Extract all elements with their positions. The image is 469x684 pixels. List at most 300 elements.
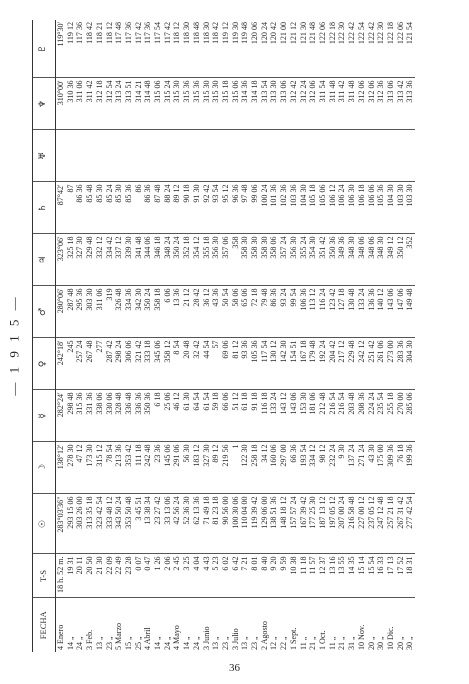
- table-cell: 120 06: [250, 20, 260, 78]
- table-cell: 103 30: [396, 182, 406, 234]
- table-cell: 88 24: [163, 182, 173, 234]
- table-cell: 350 24: [143, 286, 153, 338]
- table-cell: 120 42: [269, 20, 279, 78]
- table-cell: 311 48: [328, 78, 338, 130]
- table-cell: 117 54: [260, 338, 270, 390]
- table-cell: 140 12: [376, 286, 386, 338]
- table-cell: 311 06: [75, 78, 85, 130]
- table-row: [328, 20, 338, 652]
- table-cell: 298 48: [66, 390, 76, 442]
- table-cell: 304 30: [405, 338, 415, 390]
- table-cell: 6 02: [221, 554, 231, 598]
- table-cell: 332 12: [95, 234, 105, 286]
- table-cell: 350 36: [328, 234, 338, 286]
- table-cell: 315 36: [182, 78, 192, 130]
- table-cell: 32 42: [192, 338, 202, 390]
- table-cell: 24 „: [162, 636, 172, 650]
- table-cell: 18 h. 52 m.: [56, 554, 66, 598]
- table-cell: 106 06: [367, 182, 377, 234]
- table-cell: 277: [95, 338, 105, 390]
- table-cell: 122 18: [328, 20, 338, 78]
- table-cell: 90 18: [182, 182, 192, 234]
- table-cell: 6 42: [231, 554, 241, 598]
- table-cell: 89 12: [211, 442, 221, 494]
- year-title: [4, 294, 26, 396]
- table-cell: 86: [134, 182, 144, 234]
- table-cell: 85 24: [105, 182, 115, 234]
- table-cell: [163, 130, 173, 182]
- table-cell: 13 38 34: [143, 494, 153, 554]
- table-cell: 153 30: [299, 390, 309, 442]
- table-cell: 30 „: [376, 636, 386, 650]
- table-cell: 20 48: [182, 338, 192, 390]
- table-cell: 351 42: [318, 234, 328, 286]
- table-cell: [211, 130, 221, 182]
- table-cell: 93 24: [279, 286, 289, 338]
- table-cell: 5 Marzo: [114, 622, 124, 650]
- table-cell: 95 12: [221, 182, 231, 234]
- table-cell: 13 55: [337, 554, 347, 598]
- table-cell: 33 13 06: [163, 494, 173, 554]
- table-cell: 352: [405, 234, 415, 286]
- table-row: [367, 20, 377, 652]
- table-cell: 100 30 06: [231, 494, 241, 554]
- table-cell: 358 30: [250, 234, 260, 286]
- table-cell: 1 Sept.: [288, 627, 298, 650]
- table-cell: 167 18: [299, 338, 309, 390]
- table-cell: 93 36: [240, 338, 250, 390]
- table-cell: 72 18: [250, 286, 260, 338]
- table-cell: 23 „: [104, 636, 114, 650]
- table-cell: 237 05 12: [367, 494, 377, 554]
- table-cell: 258 18: [250, 442, 260, 494]
- header-uranus-icon: ♅: [33, 130, 56, 182]
- table-cell: 20 11: [75, 554, 85, 598]
- table-cell: 22 „: [279, 636, 289, 650]
- table-cell: 117 42: [163, 20, 173, 78]
- table-cell: 103 36: [289, 182, 299, 234]
- table-cell: 311 42: [337, 78, 347, 130]
- table-cell: 331 36: [85, 390, 95, 442]
- table-cell: 43 30: [367, 442, 377, 494]
- table-cell: 25 „: [133, 636, 143, 650]
- table-cell: 333 18: [143, 338, 153, 390]
- table-cell: 21 30: [95, 554, 105, 598]
- table-cell: 148 18 12: [279, 494, 289, 554]
- table-cell: 311 42: [85, 78, 95, 130]
- table-cell: 79 48: [260, 286, 270, 338]
- table-cell: 327 30: [75, 234, 85, 286]
- header-mercury-icon: ☿: [33, 390, 56, 442]
- table-cell: 6 06: [163, 286, 173, 338]
- table-cell: [192, 130, 202, 182]
- table-cell: 20 „: [395, 636, 405, 650]
- table-cell: 44 54: [202, 338, 212, 390]
- table-cell: 313 24: [114, 78, 124, 130]
- table-cell: 315 06: [153, 78, 163, 130]
- table-cell: [279, 130, 289, 182]
- table-cell: 4 43: [202, 554, 212, 598]
- header-sidereal-time: T-S: [33, 554, 56, 598]
- table-cell: 321 42: [134, 338, 144, 390]
- table-cell: 326 48: [114, 286, 124, 338]
- year-title-text: — 1 9 1 5 —: [7, 294, 22, 396]
- table-cell: [328, 130, 338, 182]
- table-cell: 315 06: [231, 78, 241, 130]
- table-row: [299, 20, 309, 652]
- table-cell: 313 54: [260, 78, 270, 130]
- table-cell: 323 42 54: [95, 494, 105, 554]
- table-cell: 314 48: [143, 78, 153, 130]
- table-cell: 344 06: [143, 234, 153, 286]
- table-cell: 314 21: [134, 78, 144, 130]
- table-cell: 106 36: [299, 286, 309, 338]
- table-cell: [250, 130, 260, 182]
- table-cell: 345 06: [153, 338, 163, 390]
- table-cell: 327 30: [202, 442, 212, 494]
- table-cell: 7 21: [240, 554, 250, 598]
- table-cell: 118 42: [85, 20, 95, 78]
- table-cell: 216 54: [337, 390, 347, 442]
- table-cell: [386, 130, 396, 182]
- table-cell: 334 36: [124, 286, 134, 338]
- table-cell: 81 12: [231, 338, 241, 390]
- table-cell: 350 36: [143, 390, 153, 442]
- table-row: [405, 20, 415, 652]
- table-cell: 303 30: [85, 286, 95, 338]
- table-cell: 160 06: [269, 442, 279, 494]
- table-cell: 52 36 30: [182, 494, 192, 554]
- table-cell: 106 18: [357, 182, 367, 234]
- table-cell: 8 40: [260, 554, 270, 598]
- table-cell: 183 12: [192, 442, 202, 494]
- table-cell: 119 48: [240, 20, 250, 78]
- table-row: [250, 20, 260, 652]
- table-cell: 143 12: [279, 390, 289, 442]
- table-cell: 13 16: [328, 554, 338, 598]
- header-fecha: FECHA: [33, 598, 56, 652]
- table-cell: 6 18: [153, 390, 163, 442]
- table-cell: 341 48: [134, 234, 144, 286]
- table-cell: 339 30: [124, 234, 134, 286]
- table-row: [211, 20, 221, 652]
- table-cell: 34 12: [260, 442, 270, 494]
- table-cell: 357 24: [279, 234, 289, 286]
- table-cell: 337 12: [114, 234, 124, 286]
- table-cell: 0 07: [134, 554, 144, 598]
- table-cell: 2 Agosto: [259, 621, 269, 650]
- table-cell: 105 36: [250, 338, 260, 390]
- table-cell: 86 36: [269, 286, 279, 338]
- table-cell: 212 48: [318, 390, 328, 442]
- table-cell: 117 36: [75, 20, 85, 78]
- table-row: [376, 20, 386, 652]
- table-cell: 315 30: [172, 78, 182, 130]
- table-cell: 20 50: [85, 554, 95, 598]
- table-cell: 336 48: [124, 390, 134, 442]
- table-cell: 65 06: [240, 286, 250, 338]
- table-cell: 2 06: [163, 554, 173, 598]
- table-cell: 51 12: [231, 390, 241, 442]
- table-cell: [105, 130, 115, 182]
- table-cell: 127 18: [337, 286, 347, 338]
- table-cell: 87: [66, 182, 76, 234]
- table-cell: 15 54: [367, 554, 377, 598]
- table-row: [396, 20, 406, 652]
- header-sun-icon: ☉: [33, 494, 56, 554]
- table-cell: 121 48: [308, 20, 318, 78]
- table-cell: 24 „: [75, 636, 85, 650]
- table-cell: 312 36: [376, 78, 386, 130]
- table-cell: 101 36: [269, 182, 279, 234]
- table-cell: 3 Feb.: [85, 629, 95, 650]
- table-cell: 23 28: [124, 554, 134, 598]
- table-cell: 213 36: [114, 442, 124, 494]
- table-cell: 315 36: [192, 78, 202, 130]
- table-cell: 173 30: [85, 442, 95, 494]
- table-cell: 358 30: [240, 234, 250, 286]
- table-cell: 192 24: [318, 338, 328, 390]
- page-number: 36: [229, 662, 240, 674]
- table-cell: 273 00: [386, 338, 396, 390]
- table-cell: [337, 130, 347, 182]
- header-neptune-icon: ♆: [33, 78, 56, 130]
- table-cell: 270 00: [396, 390, 406, 442]
- table-cell: 358 12: [163, 338, 173, 390]
- table-cell: 12 37: [318, 554, 328, 598]
- table-cell: 43 36: [211, 286, 221, 338]
- table-cell: 329 48: [85, 234, 95, 286]
- table-cell: 117 36: [124, 20, 134, 78]
- table-cell: 111 18: [134, 442, 144, 494]
- table-cell: 23 „: [220, 636, 230, 650]
- table-cell: 247 12 48: [376, 494, 386, 554]
- table-cell: 313 42: [396, 78, 406, 130]
- table-cell: 323°06': [56, 234, 66, 286]
- table-cell: 9 20: [269, 554, 279, 598]
- table-cell: 313 36: [405, 78, 415, 130]
- table-cell: 117 48: [114, 20, 124, 78]
- table-cell: 121 54: [405, 20, 415, 78]
- table-cell: 121 12: [289, 20, 299, 78]
- table-cell: 310°00': [56, 78, 66, 130]
- header-row: [33, 20, 56, 652]
- table-row: [85, 20, 95, 652]
- table-cell: 57: [211, 338, 221, 390]
- table-cell: [318, 130, 328, 182]
- table-cell: [269, 130, 279, 182]
- table-cell: 224 24: [367, 390, 377, 442]
- table-cell: [299, 130, 309, 182]
- table-cell: 287 42: [105, 338, 115, 390]
- header-mars-icon: ♂: [33, 286, 56, 338]
- table-row: [153, 20, 163, 652]
- table-cell: 110 04 00: [240, 494, 250, 554]
- table-cell: 106 12: [328, 182, 338, 234]
- table-cell: [367, 130, 377, 182]
- table-cell: 348 30: [376, 234, 386, 286]
- table-cell: 358: [231, 234, 241, 286]
- table-cell: 314 18: [250, 78, 260, 130]
- table-cell: 315 30: [202, 78, 212, 130]
- table-cell: 106 30: [347, 182, 357, 234]
- table-cell: 2 45: [172, 554, 182, 598]
- table-cell: 117 42: [134, 20, 144, 78]
- table-cell: 97 48: [240, 182, 250, 234]
- table-cell: 25 06: [163, 390, 173, 442]
- table-cell: 5 23: [211, 554, 221, 598]
- table-cell: 136 36: [367, 286, 377, 338]
- table-cell: 4 Enero: [56, 624, 65, 650]
- table-cell: 149 48: [405, 286, 415, 338]
- table-cell: 14 „: [182, 636, 192, 650]
- table-cell: [260, 130, 270, 182]
- table-cell: 325 18: [66, 234, 76, 286]
- table-cell: 98 12: [318, 442, 328, 494]
- table-row: [347, 20, 357, 652]
- table-cell: 13 „: [240, 636, 250, 650]
- table-cell: 154 51: [289, 338, 299, 390]
- table-cell: 96 36: [231, 182, 241, 234]
- table-cell: 118 30: [182, 20, 192, 78]
- table-cell: 267 31 42: [396, 494, 406, 554]
- table-cell: 216 58 48: [347, 494, 357, 554]
- table-cell: 147 06: [396, 286, 406, 338]
- table-cell: 119 39 42: [250, 494, 260, 554]
- table-row: [357, 20, 367, 652]
- table-cell: 187 13 12: [318, 494, 328, 554]
- table-row: [172, 20, 182, 652]
- table-cell: [396, 130, 406, 182]
- table-cell: 85 30: [95, 182, 105, 234]
- table-cell: 138 51 36: [269, 494, 279, 554]
- table-cell: 23 „: [250, 636, 260, 650]
- table-row: [192, 20, 202, 652]
- table-cell: 8 54: [172, 338, 182, 390]
- table-cell: 232 24: [328, 442, 338, 494]
- table-cell: 61 30: [182, 390, 192, 442]
- table-cell: 3 Julio: [230, 628, 240, 650]
- table-cell: 313 30: [269, 78, 279, 130]
- table-cell: 105 36: [376, 182, 386, 234]
- table-cell: 319: [105, 286, 115, 338]
- table-cell: 119°30': [56, 20, 66, 78]
- table-cell: 303 26 00: [75, 494, 85, 554]
- table-cell: 242 48: [143, 442, 153, 494]
- table-cell: 242°18': [56, 338, 66, 390]
- table-cell: 20 „: [366, 636, 376, 650]
- table-cell: 99 54: [289, 286, 299, 338]
- table-cell: 121 30: [299, 20, 309, 78]
- table-cell: 328 48: [114, 390, 124, 442]
- table-cell: 50 54: [221, 286, 231, 338]
- table-cell: 17 52: [396, 554, 406, 598]
- table-cell: 99 06: [250, 182, 260, 234]
- table-row: [124, 20, 134, 652]
- table-cell: [182, 130, 192, 182]
- table-row: [231, 20, 241, 652]
- table-cell: 22 09: [105, 554, 115, 598]
- table-cell: 312 18: [95, 78, 105, 130]
- table-cell: 338 06: [95, 390, 105, 442]
- header-pluto-icon: ♇: [33, 20, 56, 78]
- table-cell: 350 24: [172, 234, 182, 286]
- table-cell: 122 30: [337, 20, 347, 78]
- table-cell: 251 42: [367, 338, 377, 390]
- table-row: [260, 20, 270, 652]
- table-cell: 103 30: [405, 182, 415, 234]
- table-cell: [95, 130, 105, 182]
- table-cell: 78 54: [105, 442, 115, 494]
- table-cell: 285 06: [405, 390, 415, 442]
- table-cell: 306 06: [124, 338, 134, 390]
- table-cell: 355 18: [202, 234, 212, 286]
- table-row: [56, 20, 66, 652]
- table-cell: 235 54: [376, 390, 386, 442]
- table-cell: 267 48: [85, 338, 95, 390]
- table-cell: 104 30: [386, 182, 396, 234]
- table-cell: 277 42 54: [405, 494, 415, 554]
- table-cell: [308, 130, 318, 182]
- table-cell: 12 „: [269, 636, 279, 650]
- table-cell: 10 Nov.: [356, 624, 366, 650]
- table-cell: 143 06: [289, 390, 299, 442]
- table-cell: 297 00: [279, 442, 289, 494]
- table-cell: 175 00: [376, 442, 386, 494]
- table-cell: 105 06: [318, 182, 328, 234]
- table-cell: 271 24: [357, 442, 367, 494]
- table-cell: 62 13 36: [192, 494, 202, 554]
- table-cell: 145 06: [163, 442, 173, 494]
- table-cell: 93 54: [211, 182, 221, 234]
- table-cell: 46 12: [172, 390, 182, 442]
- table-cell: 23 36: [153, 442, 163, 494]
- table-cell: 261 06: [376, 338, 386, 390]
- table-cell: 3 25: [182, 554, 192, 598]
- table-cell: 216 54: [328, 390, 338, 442]
- table-cell: 116 24: [318, 286, 328, 338]
- table-row: [221, 20, 231, 652]
- table-cell: 130 48: [347, 286, 357, 338]
- table-cell: 138°12': [56, 442, 66, 494]
- table-cell: 123 42: [328, 286, 338, 338]
- table-row: [269, 20, 279, 652]
- table-cell: 313 35 18: [85, 494, 95, 554]
- table-cell: 179 48: [308, 338, 318, 390]
- header-saturn-icon: ♄: [33, 182, 56, 234]
- table-cell: 64 54: [192, 390, 202, 442]
- table-cell: 106 24: [337, 182, 347, 234]
- table-cell: 14 „: [65, 636, 75, 650]
- table-cell: 9 30: [337, 442, 347, 494]
- table-cell: 310 36: [66, 78, 76, 130]
- table-cell: 203 48: [347, 390, 357, 442]
- table-cell: 76 18: [396, 442, 406, 494]
- table-cell: 58 06: [231, 286, 241, 338]
- table-cell: 315 18: [221, 78, 231, 130]
- table-cell: 333 48 12: [105, 494, 115, 554]
- ephemeris-table-rotated: [32, 6, 463, 652]
- table-cell: 100 24: [260, 182, 270, 234]
- table-cell: 193 54: [299, 442, 309, 494]
- table-cell: 257 21 18: [386, 494, 396, 554]
- table-cell: 42 56 24: [172, 494, 182, 554]
- table-cell: 313 06: [279, 78, 289, 130]
- table-cell: 118 12: [172, 20, 182, 78]
- table-cell: [240, 130, 250, 182]
- table-cell: [134, 130, 144, 182]
- table-cell: 311 54: [318, 78, 328, 130]
